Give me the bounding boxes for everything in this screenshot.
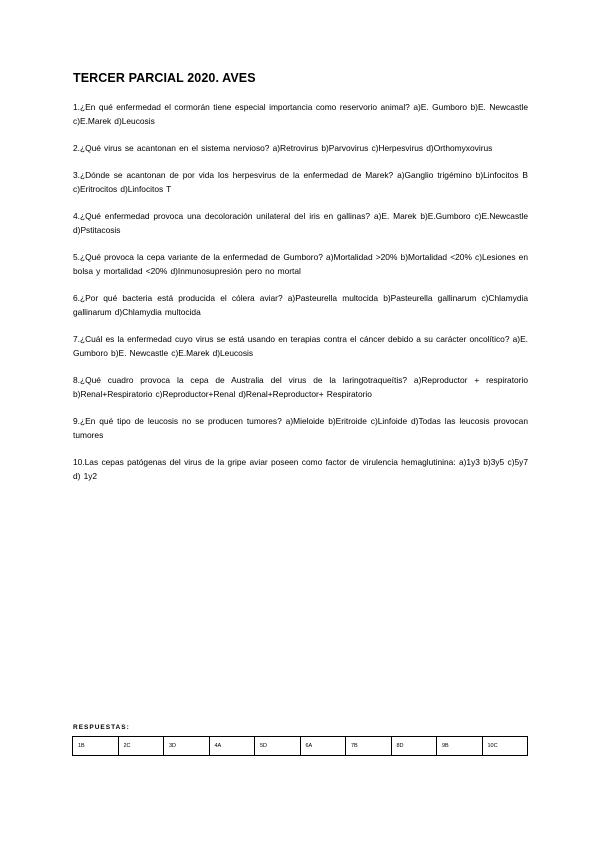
question-3: 3.¿Dónde se acantonan de por vida los herpesvirus de la enfermedad de Marek? a)Ganglio trigémino b)Linfocitos B c)Eritrocitos d)Linfocitos T bbox=[73, 170, 528, 194]
answer-cell-10: 10C bbox=[482, 737, 528, 756]
question-8: 8.¿Qué cuadro provoca la cepa de Australia del virus de la laringotraqueítis? a)Reproductor + respiratorio b)Renal+Respiratorio c)Reproductor+Renal d)Renal+Reproductor+ Respiratorio bbox=[73, 375, 528, 399]
question-1: 1.¿En qué enfermedad el cormorán tiene especial importancia como reservorio animal? a)E. Gumboro b)E. Newcastle c)E.Marek d)Leucosis bbox=[73, 102, 528, 126]
answers-table bbox=[72, 736, 528, 756]
question-list bbox=[73, 100, 528, 496]
answers-row bbox=[73, 737, 528, 756]
question-6: 6.¿Por qué bacteria está producida el cólera aviar? a)Pasteurella multocida b)Pasteurella gallinarum c)Chlamydia gallinarum d)Chlamydia multocida bbox=[73, 293, 528, 317]
answer-cell-4: 4A bbox=[209, 737, 255, 756]
answer-cell-9: 9B bbox=[437, 737, 483, 756]
answers-label: RESPUESTAS: bbox=[73, 724, 130, 731]
answer-cell-3: 3D bbox=[164, 737, 210, 756]
question-4: 4.¿Qué enfermedad provoca una decoloración unilateral del iris en gallinas? a)E. Marek b)E.Gumboro c)E.Newcastle d)Pstitacosis bbox=[73, 211, 528, 235]
page-title: TERCER PARCIAL 2020. AVES bbox=[73, 71, 256, 85]
question-2: 2.¿Qué virus se acantonan en el sistema nervioso? a)Retrovirus b)Parvovirus c)Herpesvirus d)Orthomyxovirus bbox=[73, 143, 493, 153]
answer-cell-1: 1B bbox=[73, 737, 119, 756]
answer-cell-6: 6A bbox=[300, 737, 346, 756]
question-5: 5.¿Qué provoca la cepa variante de la enfermedad de Gumboro? a)Mortalidad >20% b)Mortalidad <20% c)Lesiones en bolsa y mortalidad <20% d)Inmunosupresión pero no mortal bbox=[73, 252, 528, 276]
question-7: 7.¿Cuál es la enfermedad cuyo virus se está usando en terapias contra el cáncer debido a su carácter oncolítico? a)E. Gumboro b)E. Newcastle c)E.Marek d)Leucosis bbox=[73, 334, 528, 358]
question-9: 9.¿En qué tipo de leucosis no se producen tumores? a)Mieloide b)Eritroide c)Linfoide d)Todas las leucosis provocan tumores bbox=[73, 416, 528, 440]
answer-cell-5: 5D bbox=[255, 737, 301, 756]
answer-cell-2: 2C bbox=[118, 737, 164, 756]
question-10: 10.Las cepas patógenas del virus de la gripe aviar poseen como factor de virulencia hemaglutinina: a)1y3 b)3y5 c)5y7 d) 1y2 bbox=[73, 457, 528, 481]
answer-cell-7: 7B bbox=[346, 737, 392, 756]
answer-cell-8: 8D bbox=[391, 737, 437, 756]
